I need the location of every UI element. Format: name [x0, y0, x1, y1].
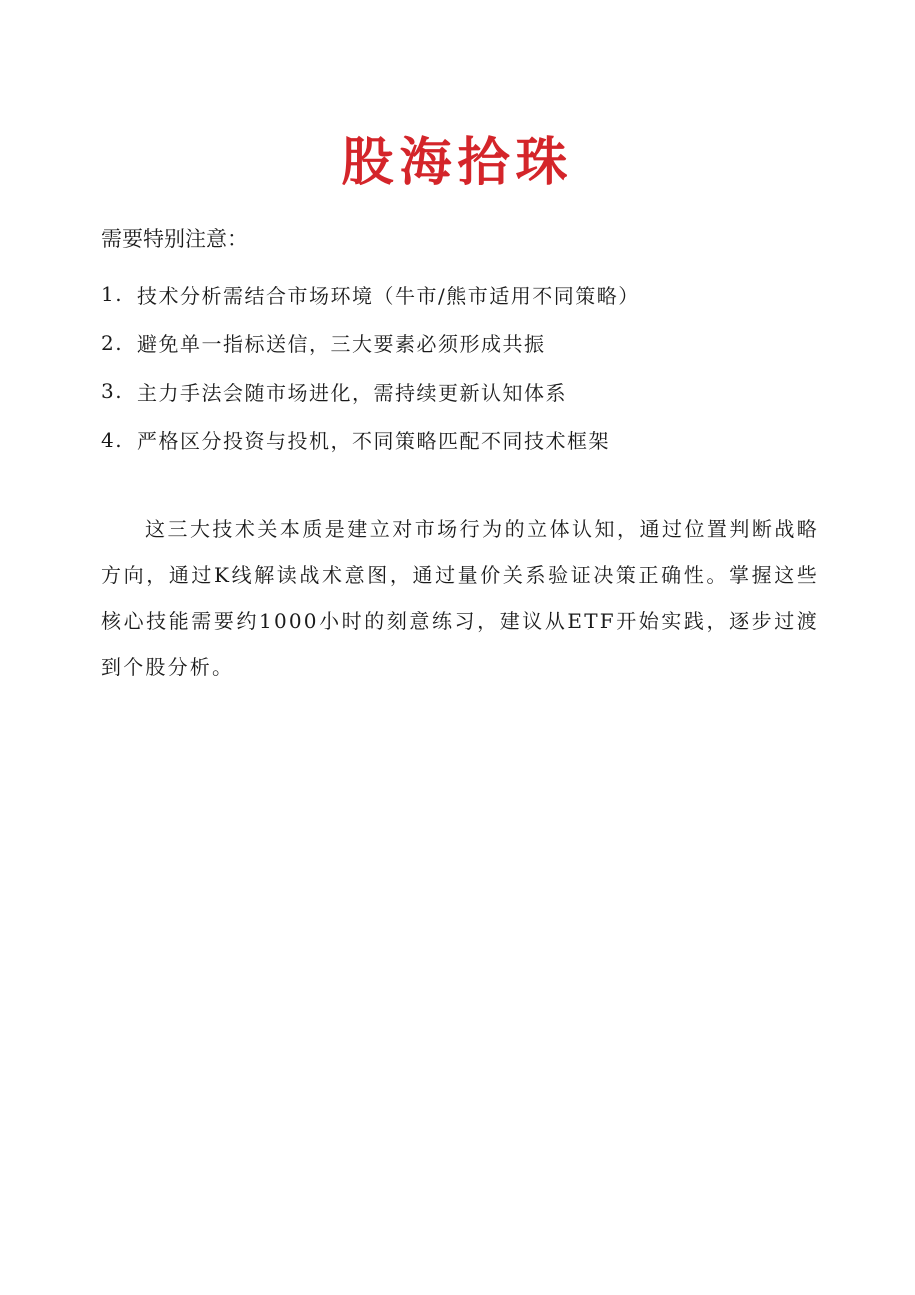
list-item-number: 4. [101, 427, 124, 452]
list-item-text: 严格区分投资与投机，不同策略匹配不同技术框架 [137, 429, 610, 454]
summary-paragraph: 这三大技术关本质是建立对市场行为的立体认知，通过位置判断战略方向，通过K线解读战术意图，通过量价关系验证决策正确性。掌握这些核心技能需要约1000小时的刻意练习，建议从ETF开始实践，逐步过渡到个股分析。 [101, 517, 819, 679]
document-title: 股海拾珠 [341, 132, 574, 193]
list-item-number: 1. [101, 282, 124, 307]
list-item-text: 主力手法会随市场进化，需持续更新认知体系 [137, 380, 567, 405]
notes-list [101, 270, 640, 464]
list-item-text: 技术分析需结合市场环境（牛市/熊市适用不同策略） [137, 283, 640, 308]
list-item-number: 3. [101, 379, 124, 404]
list-item-text: 避免单一指标送信，三大要素必须形成共振 [137, 332, 546, 357]
notes-heading: 需要特别注意： [101, 227, 248, 251]
list-item [101, 416, 640, 465]
list-item [101, 270, 640, 319]
list-item-number: 2. [101, 330, 124, 355]
list-item [101, 319, 640, 368]
list-item [101, 367, 640, 416]
